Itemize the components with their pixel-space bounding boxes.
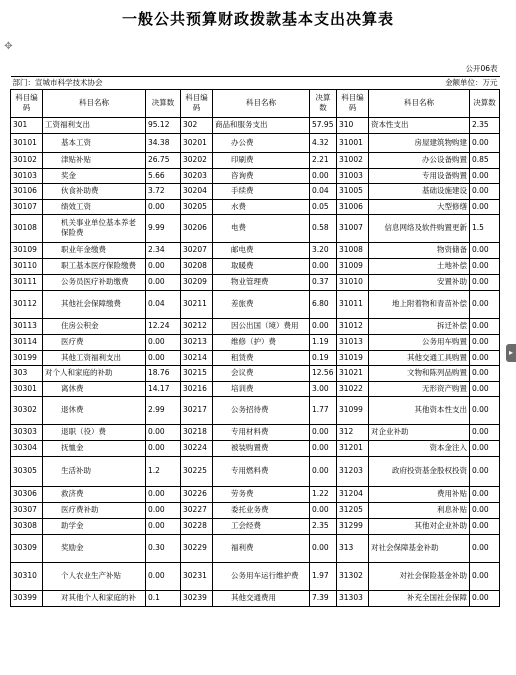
meta-row <box>11 76 500 89</box>
table-row <box>11 290 500 318</box>
cell-amount: 0.00 <box>310 258 337 274</box>
cell-amount: 12.56 <box>310 365 337 381</box>
cell-amount: 0.00 <box>470 318 500 334</box>
header-code: 科目编码 <box>337 89 369 117</box>
unit-label: 金额单位：万元 <box>310 76 500 89</box>
cell-code: 301 <box>11 117 43 133</box>
cell-amount: 0.00 <box>470 590 500 606</box>
cell-amount: 0.00 <box>470 534 500 562</box>
cell-code: 30207 <box>181 242 213 258</box>
cell-amount: 4.32 <box>310 133 337 152</box>
cell-name: 其他社会保障缴费 <box>43 290 146 318</box>
cell-amount: 0.30 <box>146 534 181 562</box>
cell-name: 电费 <box>213 214 310 242</box>
cell-name: 因公出国（境）费用 <box>213 318 310 334</box>
header-code: 科目编码 <box>181 89 213 117</box>
cell-name: 取暖费 <box>213 258 310 274</box>
cell-amount: 0.00 <box>146 199 181 214</box>
cell-amount: 0.00 <box>470 381 500 396</box>
blank-row <box>11 53 500 63</box>
cell-amount: 5.66 <box>146 168 181 183</box>
cell-code: 30215 <box>181 365 213 381</box>
cell-amount: 0.00 <box>470 290 500 318</box>
header-name: 科目名称 <box>369 89 470 117</box>
cell-code: 30301 <box>11 381 43 396</box>
cell-code: 30106 <box>11 183 43 199</box>
cell-amount: 6.80 <box>310 290 337 318</box>
cell-amount: 0.00 <box>146 562 181 590</box>
cell-name: 工会经费 <box>213 518 310 534</box>
cell-code: 31302 <box>337 562 369 590</box>
side-panel-toggle-icon[interactable]: ▸ <box>506 344 516 362</box>
cell-name: 工资福利支出 <box>43 117 146 133</box>
cell-name: 助学金 <box>43 518 146 534</box>
cell-name: 邮电费 <box>213 242 310 258</box>
cell-amount: 1.77 <box>310 396 337 424</box>
cell-name: 大型修缮 <box>369 199 470 214</box>
cell-name: 劳务费 <box>213 486 310 502</box>
cell-name: 对社会保障基金补助 <box>369 534 470 562</box>
cell-code: 31019 <box>337 350 369 365</box>
header-amount: 决算数 <box>146 89 181 117</box>
cell-code: 303 <box>11 365 43 381</box>
cell-code: 31009 <box>337 258 369 274</box>
cell-name: 物资储备 <box>369 242 470 258</box>
cell-code: 31021 <box>337 365 369 381</box>
cell-code: 30308 <box>11 518 43 534</box>
cell-code: 30109 <box>11 242 43 258</box>
cell-amount: 0.00 <box>470 456 500 486</box>
cell-code: 30102 <box>11 152 43 168</box>
table-row <box>11 242 500 258</box>
table-row <box>11 440 500 456</box>
cell-code: 31205 <box>337 502 369 518</box>
cell-amount: 0.00 <box>310 424 337 440</box>
cell-name: 其他对企业补助 <box>369 518 470 534</box>
cell-code: 31012 <box>337 318 369 334</box>
cell-amount: 95.12 <box>146 117 181 133</box>
cell-name: 差旅费 <box>213 290 310 318</box>
cell-amount: 0.00 <box>470 502 500 518</box>
cell-code: 30226 <box>181 486 213 502</box>
cell-name: 奖金 <box>43 168 146 183</box>
table-move-handle-icon[interactable]: ✥ <box>4 41 13 52</box>
cell-name: 无形资产购置 <box>369 381 470 396</box>
cell-name: 基础设施建设 <box>369 183 470 199</box>
cell-name: 手续费 <box>213 183 310 199</box>
table-row <box>11 183 500 199</box>
cell-code: 302 <box>181 117 213 133</box>
cell-code: 30108 <box>11 214 43 242</box>
cell-amount: 0.00 <box>310 168 337 183</box>
cell-name: 伙食补助费 <box>43 183 146 199</box>
cell-amount: 57.95 <box>310 117 337 133</box>
cell-amount: 0.04 <box>310 183 337 199</box>
cell-amount: 0.00 <box>470 183 500 199</box>
cell-code: 31001 <box>337 133 369 152</box>
cell-amount: 0.00 <box>310 440 337 456</box>
cell-code: 30212 <box>181 318 213 334</box>
cell-amount: 1.19 <box>310 334 337 350</box>
cell-amount: 3.00 <box>310 381 337 396</box>
expenditure-table <box>10 53 500 607</box>
page-title: 一般公共预算财政拨款基本支出决算表 <box>121 10 394 28</box>
cell-amount: 0.19 <box>310 350 337 365</box>
cell-name: 水费 <box>213 199 310 214</box>
cell-name: 办公费 <box>213 133 310 152</box>
cell-code: 30217 <box>181 396 213 424</box>
cell-name: 印刷费 <box>213 152 310 168</box>
cell-amount: 0.00 <box>470 334 500 350</box>
cell-amount: 0.00 <box>310 502 337 518</box>
cell-name: 房屋建筑物购建 <box>369 133 470 152</box>
cell-name: 绩效工资 <box>43 199 146 214</box>
cell-code: 30107 <box>11 199 43 214</box>
cell-name: 对社会保险基金补助 <box>369 562 470 590</box>
table-row <box>11 258 500 274</box>
cell-amount: 7.39 <box>310 590 337 606</box>
cell-amount: 0.00 <box>310 318 337 334</box>
cell-name: 公务招待费 <box>213 396 310 424</box>
cell-code: 30306 <box>11 486 43 502</box>
cell-name: 住房公积金 <box>43 318 146 334</box>
cell-name: 福利费 <box>213 534 310 562</box>
form-number-row <box>11 63 500 76</box>
cell-amount: 2.35 <box>470 117 500 133</box>
cell-name: 咨询费 <box>213 168 310 183</box>
cell-amount: 0.00 <box>470 242 500 258</box>
cell-code: 30231 <box>181 562 213 590</box>
cell-code: 30399 <box>11 590 43 606</box>
cell-amount: 0.00 <box>146 424 181 440</box>
cell-code: 30229 <box>181 534 213 562</box>
cell-name: 补充全国社会保障 <box>369 590 470 606</box>
cell-name: 商品和服务支出 <box>213 117 310 133</box>
cell-amount: 0.37 <box>310 274 337 290</box>
cell-amount: 18.76 <box>146 365 181 381</box>
cell-amount: 0.00 <box>146 502 181 518</box>
table-row <box>11 534 500 562</box>
cell-amount: 0.00 <box>146 350 181 365</box>
cell-name: 公务员医疗补助缴费 <box>43 274 146 290</box>
cell-code: 313 <box>337 534 369 562</box>
cell-code: 30111 <box>11 274 43 290</box>
cell-code: 30206 <box>181 214 213 242</box>
cell-amount: 0.00 <box>470 133 500 152</box>
cell-amount: 0.04 <box>146 290 181 318</box>
cell-amount: 0.00 <box>470 518 500 534</box>
cell-amount: 0.00 <box>470 350 500 365</box>
cell-amount: 3.20 <box>310 242 337 258</box>
cell-amount: 0.05 <box>310 199 337 214</box>
cell-amount: 0.00 <box>470 424 500 440</box>
cell-amount: 0.00 <box>470 396 500 424</box>
cell-name: 其他资本性支出 <box>369 396 470 424</box>
cell-code: 31022 <box>337 381 369 396</box>
cell-name: 维修（护）费 <box>213 334 310 350</box>
table-row <box>11 590 500 606</box>
cell-code: 30214 <box>181 350 213 365</box>
cell-code: 31005 <box>337 183 369 199</box>
table-row <box>11 199 500 214</box>
table-row <box>11 214 500 242</box>
cell-amount: 0.00 <box>470 562 500 590</box>
cell-amount: 2.21 <box>310 152 337 168</box>
cell-name: 地上附着物和青苗补偿 <box>369 290 470 318</box>
cell-name: 资本金注入 <box>369 440 470 456</box>
table-row <box>11 381 500 396</box>
cell-code: 31006 <box>337 199 369 214</box>
header-name: 科目名称 <box>213 89 310 117</box>
table-row <box>11 334 500 350</box>
cell-amount: 0.00 <box>146 440 181 456</box>
cell-name: 离休费 <box>43 381 146 396</box>
cell-name: 生活补助 <box>43 456 146 486</box>
cell-amount: 0.00 <box>470 486 500 502</box>
form-number: 公开06表 <box>11 63 500 76</box>
cell-name: 救济费 <box>43 486 146 502</box>
cell-amount: 0.00 <box>146 334 181 350</box>
cell-name: 基本工资 <box>43 133 146 152</box>
cell-amount: 0.00 <box>470 168 500 183</box>
cell-amount: 0.00 <box>146 274 181 290</box>
cell-amount: 2.34 <box>146 242 181 258</box>
cell-code: 30305 <box>11 456 43 486</box>
cell-code: 31099 <box>337 396 369 424</box>
cell-code: 31010 <box>337 274 369 290</box>
cell-name: 职业年金缴费 <box>43 242 146 258</box>
department-label: 部门：宣城市科学技术协会 <box>11 76 310 89</box>
header-amount: 决算数 <box>310 89 337 117</box>
cell-code: 30114 <box>11 334 43 350</box>
cell-code: 30199 <box>11 350 43 365</box>
cell-amount: 14.17 <box>146 381 181 396</box>
cell-amount: 0.00 <box>470 199 500 214</box>
cell-name: 土地补偿 <box>369 258 470 274</box>
table-row <box>11 502 500 518</box>
cell-name: 对其他个人和家庭的补 <box>43 590 146 606</box>
cell-code: 31002 <box>337 152 369 168</box>
cell-code: 31303 <box>337 590 369 606</box>
cell-code: 30216 <box>181 381 213 396</box>
cell-name: 其他交通工具购置 <box>369 350 470 365</box>
cell-name: 费用补贴 <box>369 486 470 502</box>
table-row <box>11 486 500 502</box>
cell-name: 职工基本医疗保险缴费 <box>43 258 146 274</box>
cell-code: 30309 <box>11 534 43 562</box>
cell-code: 30213 <box>181 334 213 350</box>
cell-amount: 34.38 <box>146 133 181 152</box>
cell-amount: 1.5 <box>470 214 500 242</box>
cell-amount: 1.2 <box>146 456 181 486</box>
table-row <box>11 117 500 133</box>
cell-code: 31204 <box>337 486 369 502</box>
cell-amount: 1.97 <box>310 562 337 590</box>
cell-name: 公务用车购置 <box>369 334 470 350</box>
cell-name: 利息补贴 <box>369 502 470 518</box>
cell-code: 31011 <box>337 290 369 318</box>
cell-code: 30201 <box>181 133 213 152</box>
cell-amount: 0.00 <box>470 440 500 456</box>
cell-amount: 0.00 <box>146 518 181 534</box>
table-row <box>11 518 500 534</box>
cell-code: 31008 <box>337 242 369 258</box>
cell-name: 物业管理费 <box>213 274 310 290</box>
header-name: 科目名称 <box>43 89 146 117</box>
cell-name: 奖励金 <box>43 534 146 562</box>
cell-name: 拆迁补偿 <box>369 318 470 334</box>
cell-amount: 0.1 <box>146 590 181 606</box>
cell-code: 30203 <box>181 168 213 183</box>
cell-code: 31299 <box>337 518 369 534</box>
cell-code: 31201 <box>337 440 369 456</box>
cell-name: 机关事业单位基本养老保险费 <box>43 214 146 242</box>
cell-name: 安置补助 <box>369 274 470 290</box>
cell-code: 30204 <box>181 183 213 199</box>
cell-amount: 26.75 <box>146 152 181 168</box>
cell-code: 30218 <box>181 424 213 440</box>
cell-amount: 0.00 <box>470 258 500 274</box>
cell-name: 抚恤金 <box>43 440 146 456</box>
cell-name: 津贴补贴 <box>43 152 146 168</box>
cell-code: 30239 <box>181 590 213 606</box>
table-row <box>11 365 500 381</box>
table-row <box>11 168 500 183</box>
cell-amount: 0.00 <box>146 258 181 274</box>
cell-name: 专用材料费 <box>213 424 310 440</box>
table-row <box>11 396 500 424</box>
cell-code: 30202 <box>181 152 213 168</box>
cell-amount: 0.00 <box>310 456 337 486</box>
cell-code: 312 <box>337 424 369 440</box>
table-row <box>11 318 500 334</box>
cell-code: 30307 <box>11 502 43 518</box>
cell-code: 30211 <box>181 290 213 318</box>
cell-amount: 3.72 <box>146 183 181 199</box>
cell-name: 专用燃料费 <box>213 456 310 486</box>
cell-code: 30101 <box>11 133 43 152</box>
header-code: 科目编码 <box>11 89 43 117</box>
cell-code: 31003 <box>337 168 369 183</box>
cell-amount: 0.00 <box>470 274 500 290</box>
cell-name: 政府投资基金股权投资 <box>369 456 470 486</box>
cell-code: 30225 <box>181 456 213 486</box>
table-row <box>11 562 500 590</box>
cell-name: 个人农业生产补贴 <box>43 562 146 590</box>
header-row <box>11 89 500 117</box>
cell-name: 培训费 <box>213 381 310 396</box>
cell-amount: 2.35 <box>310 518 337 534</box>
cell-name: 办公设备购置 <box>369 152 470 168</box>
cell-name: 会议费 <box>213 365 310 381</box>
table-row <box>11 274 500 290</box>
cell-code: 30113 <box>11 318 43 334</box>
cell-amount: 12.24 <box>146 318 181 334</box>
cell-name: 公务用车运行维护费 <box>213 562 310 590</box>
table-row <box>11 152 500 168</box>
cell-name: 退职（役）费 <box>43 424 146 440</box>
cell-code: 30224 <box>181 440 213 456</box>
cell-code: 30304 <box>11 440 43 456</box>
cell-name: 其他交通费用 <box>213 590 310 606</box>
cell-amount: 0.58 <box>310 214 337 242</box>
cell-name: 退休费 <box>43 396 146 424</box>
cell-name: 信息网络及软件购置更新 <box>369 214 470 242</box>
cell-name: 资本性支出 <box>369 117 470 133</box>
cell-code: 30103 <box>11 168 43 183</box>
cell-code: 30205 <box>181 199 213 214</box>
cell-name: 医疗费补助 <box>43 502 146 518</box>
header-amount: 决算数 <box>470 89 500 117</box>
cell-code: 30227 <box>181 502 213 518</box>
cell-code: 30228 <box>181 518 213 534</box>
cell-code: 31203 <box>337 456 369 486</box>
cell-code: 30310 <box>11 562 43 590</box>
cell-name: 委托业务费 <box>213 502 310 518</box>
cell-amount: 0.00 <box>146 486 181 502</box>
cell-code: 31013 <box>337 334 369 350</box>
cell-amount: 9.99 <box>146 214 181 242</box>
cell-amount: 0.00 <box>470 365 500 381</box>
cell-name: 专用设备购置 <box>369 168 470 183</box>
cell-amount: 0.00 <box>310 534 337 562</box>
cell-code: 31007 <box>337 214 369 242</box>
cell-code: 30110 <box>11 258 43 274</box>
cell-code: 30112 <box>11 290 43 318</box>
table-row <box>11 133 500 152</box>
cell-code: 30209 <box>181 274 213 290</box>
cell-amount: 1.22 <box>310 486 337 502</box>
cell-code: 30302 <box>11 396 43 424</box>
cell-name: 被装购置费 <box>213 440 310 456</box>
cell-name: 文物和陈列品购置 <box>369 365 470 381</box>
cell-name: 医疗费 <box>43 334 146 350</box>
cell-code: 30303 <box>11 424 43 440</box>
cell-code: 30208 <box>181 258 213 274</box>
table-row <box>11 456 500 486</box>
cell-name: 对个人和家庭的补助 <box>43 365 146 381</box>
cell-name: 对企业补助 <box>369 424 470 440</box>
cell-amount: 2.99 <box>146 396 181 424</box>
cell-code: 310 <box>337 117 369 133</box>
table-row <box>11 350 500 365</box>
cell-amount: 0.85 <box>470 152 500 168</box>
cell-name: 其他工资福利支出 <box>43 350 146 365</box>
cell-name: 租赁费 <box>213 350 310 365</box>
table-row <box>11 424 500 440</box>
